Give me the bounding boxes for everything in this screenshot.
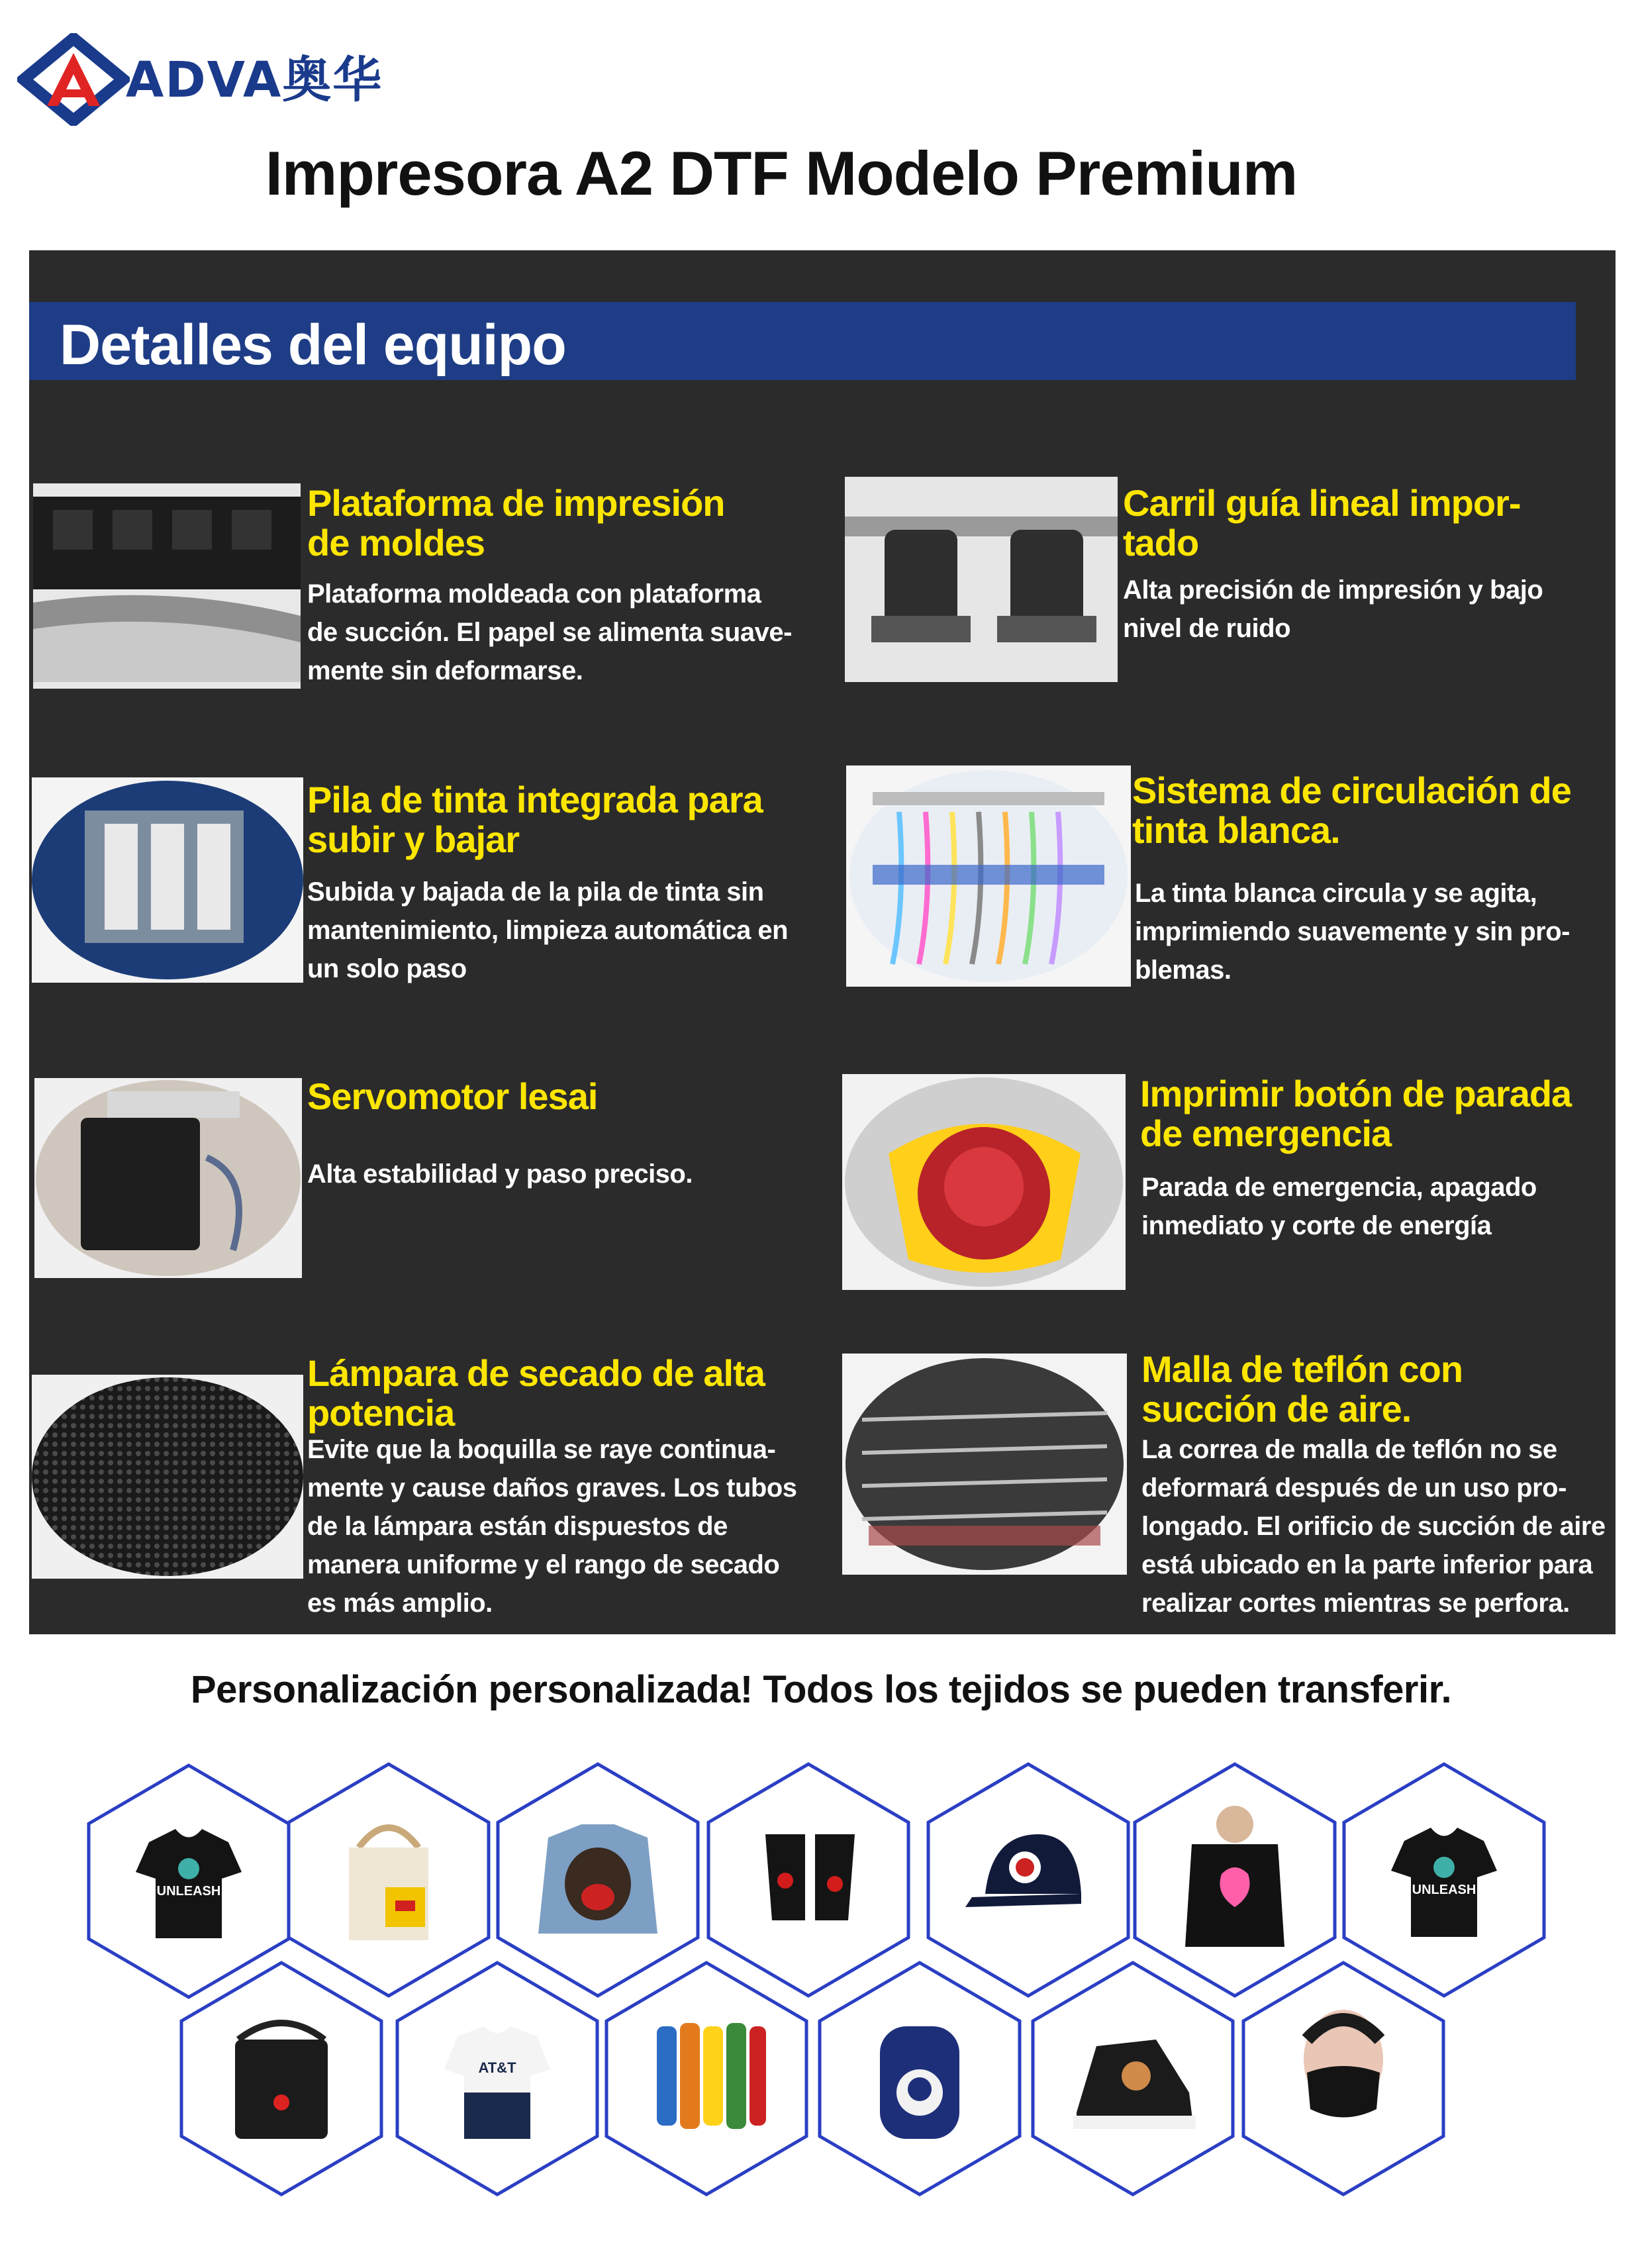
product-hex-camiseta-futbol	[395, 1960, 600, 2197]
feature-title: Imprimir botón de parada de emergencia	[1140, 1073, 1572, 1154]
emergency-stop-photo	[842, 1074, 1126, 1290]
product-hex-calcetines	[604, 1960, 809, 2197]
section-header	[29, 302, 1576, 380]
denim-jacket-icon	[538, 1824, 657, 1934]
ink-stack-photo	[32, 777, 303, 983]
brand-name: ADVA奥华	[126, 52, 383, 109]
drying-lamp-photo	[32, 1375, 303, 1579]
svg-text:AT&T: AT&T	[478, 2059, 516, 2076]
mask-icon	[1304, 2010, 1383, 2118]
page-title: Impresora A2 DTF Modelo Premium	[265, 138, 1298, 208]
feature-description: Subida y bajada de la pila de tinta sin mantenimiento, limpieza automática en un solo paso	[307, 877, 789, 983]
feature-title: Sistema de circulación de tinta blanca.	[1132, 769, 1571, 851]
svg-text:UNLEASH: UNLEASH	[1412, 1883, 1476, 1897]
feature-description: Evite que la boquilla se raye continua- mente y cause daños graves. Los tubos de la lámpara están dispuestos de manera uniforme y el rango de secado es más amplio.	[307, 1435, 797, 1618]
servo-motor-photo	[34, 1078, 302, 1278]
white-ink-circulation-photo	[846, 765, 1131, 987]
feature-description: Alta estabilidad y paso preciso.	[307, 1159, 693, 1189]
equipment-details-panel	[29, 250, 1616, 1634]
adva-logo-icon	[17, 33, 130, 126]
backpack-icon	[880, 2026, 959, 2139]
product-hex-bandolera	[179, 1960, 384, 2197]
product-hex-zapatilla	[1030, 1960, 1235, 2197]
feature-description: La correa de malla de teflón no se deformará después de un uso pro- longado. El orificio de succión de aire está ubicado en la parte inferior para realizar cortes mientras se perfora.	[1141, 1435, 1606, 1618]
section-title: Detalles del equipo	[60, 313, 566, 377]
print-platform-photo	[33, 483, 301, 689]
feature-description: La tinta blanca circula y se agita, imprimiendo suavemente y sin pro- blemas.	[1135, 879, 1570, 985]
tagline: Personalización personalizada! Todos los tejidos se pueden transferir.	[190, 1668, 1452, 1711]
feature-title: Servomotor lesai	[307, 1075, 598, 1117]
feature-title: Plataforma de impresión de moldes	[307, 482, 725, 564]
product-hex-mascarilla	[1241, 1960, 1446, 2197]
svg-text:UNLEASH: UNLEASH	[156, 1884, 221, 1898]
feature-description: Parada de emergencia, apagado inmediato y corte de energía	[1141, 1173, 1537, 1240]
feature-description: Alta precisión de impresión y bajo nivel de ruido	[1123, 575, 1543, 643]
teflon-mesh-photo	[842, 1354, 1127, 1575]
messenger-bag-icon	[235, 2023, 328, 2139]
socks-icon	[657, 2023, 766, 2129]
feature-title: Lámpara de secado de alta potencia	[307, 1352, 765, 1434]
linear-guide-photo	[845, 477, 1118, 682]
product-hex-mochila	[817, 1960, 1022, 2197]
feature-title: Malla de teflón con succión de aire.	[1141, 1348, 1463, 1430]
feature-title: Carril guía lineal impor- tado	[1123, 482, 1521, 564]
feature-title: Pila de tinta integrada para subir y bajar	[307, 779, 763, 860]
feature-description: Plataforma moldeada con plataforma de succión. El papel se alimenta suave- mente sin deformarse.	[307, 579, 792, 685]
